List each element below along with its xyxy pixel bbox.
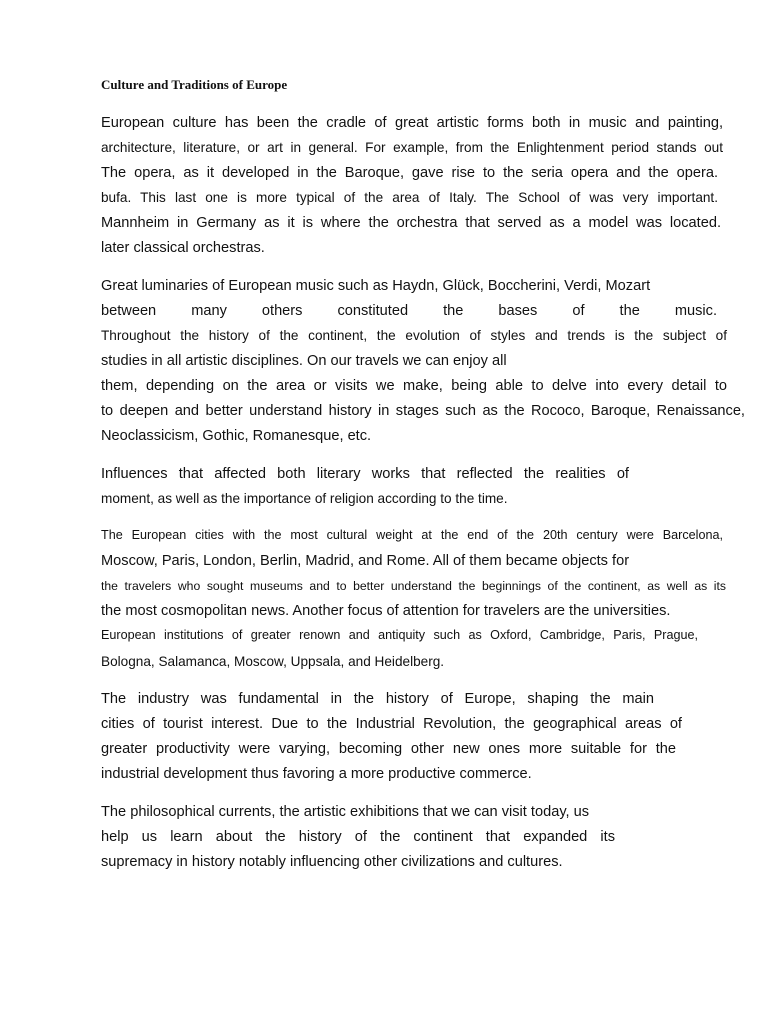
paragraph-2-line-3: Throughout the history of the continent, the evolution of styles and trends is the subject of — [101, 328, 727, 343]
paragraph-6-line-1: The philosophical currents, the artistic exhibitions that we can visit today, us — [101, 804, 590, 820]
paragraph-2-line-2: between many others constituted the bases of the music. — [101, 303, 717, 319]
paragraph-4-line-5: European institutions of greater renown and antiquity such as Oxford, Cambridge, Paris, Prague, — [101, 628, 698, 642]
paragraph-1-line-3: The opera, as it developed in the Baroque, gave rise to the seria opera and the opera. — [101, 165, 718, 181]
paragraph-4-line-6: Bologna, Salamanca, Moscow, Uppsala, and Heidelberg. — [101, 654, 445, 669]
paragraph-3-line-1: Influences that affected both literary works that reflected the realities of — [101, 466, 629, 482]
paragraph-2-line-1: Great luminaries of European music such as Haydn, Glück, Boccherini, Verdi, Mozart — [101, 278, 651, 294]
paragraph-2-line-4: studies in all artistic disciplines. On our travels we can enjoy all — [101, 353, 507, 369]
paragraph-4-line-2: Moscow, Paris, London, Berlin, Madrid, and Rome. All of them became objects for — [101, 553, 630, 569]
paragraph-1-line-1: European culture has been the cradle of great artistic forms both in music and painting, — [101, 115, 723, 131]
paragraph-1-line-4: bufa. This last one is more typical of the area of Italy. The School of was very important. — [101, 190, 718, 205]
document-title: Culture and Traditions of Europe — [101, 77, 288, 92]
paragraph-5-line-4: industrial development thus favoring a more productive commerce. — [101, 766, 532, 782]
paragraph-6-line-3: supremacy in history notably influencing other civilizations and cultures. — [101, 854, 563, 870]
paragraph-4-line-3: the travelers who sought museums and to better understand the beginnings of the continent, as well as its — [101, 579, 726, 593]
paragraph-1-line-5: Mannheim in Germany as it is where the orchestra that served as a model was located. — [101, 215, 721, 231]
paragraph-5-line-2: cities of tourist interest. Due to the Industrial Revolution, the geographical areas of — [101, 716, 682, 732]
paragraph-2-line-7: Neoclassicism, Gothic, Romanesque, etc. — [101, 428, 372, 444]
paragraph-4-line-1: The European cities with the most cultural weight at the end of the 20th century were Barcelona, — [101, 528, 723, 542]
paragraph-2-line-5: them, depending on the area or visits we make, being able to delve into every detail to — [101, 378, 727, 394]
paragraph-3-line-2: moment, as well as the importance of religion according to the time. — [101, 491, 508, 506]
paragraph-2-line-6: to deepen and better understand history in stages such as the Rococo, Baroque, Renaissance, — [101, 403, 745, 419]
paragraph-5-line-3: greater productivity were varying, becoming other new ones more suitable for the — [101, 741, 676, 757]
paragraph-1-line-2: architecture, literature, or art in general. For example, from the Enlightenment period stands out — [101, 140, 723, 155]
paragraph-1-line-6: later classical orchestras. — [101, 240, 265, 256]
paragraph-5-line-1: The industry was fundamental in the history of Europe, shaping the main — [101, 691, 654, 707]
paragraph-4-line-4: the most cosmopolitan news. Another focus of attention for travelers are the universities. — [101, 603, 671, 619]
paragraph-6-line-2: help us learn about the history of the continent that expanded its — [101, 829, 615, 845]
